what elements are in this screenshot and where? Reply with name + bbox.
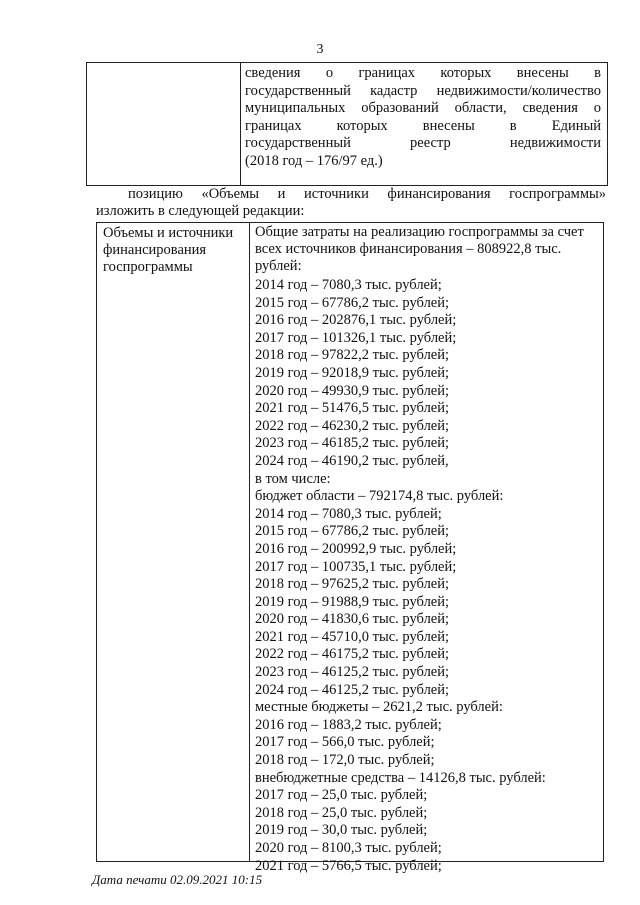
funding-row: 2014 год – 7080,3 тыс. рублей; [255, 277, 442, 293]
funding-row: 2024 год – 46190,2 тыс. рублей, [255, 452, 449, 469]
funding-rows [255, 277, 603, 875]
funding-row: 2019 год – 91988,9 тыс. рублей; [255, 593, 450, 610]
funding-row: 2015 год – 67786,2 тыс. рублей; [255, 294, 450, 311]
funding-table-divider [249, 223, 250, 861]
top-table-line: (2018 год – 176/97 ед.) [245, 152, 383, 169]
funding-row: 2024 год – 46125,2 тыс. рублей; [255, 681, 450, 698]
funding-row: 2018 год – 97625,2 тыс. рублей; [255, 576, 450, 593]
funding-values-cell [255, 223, 603, 875]
intro-paragraph [96, 186, 606, 220]
funding-row: 2020 год – 49930,9 тыс. рублей; [255, 382, 450, 399]
funding-row: 2017 год – 101326,1 тыс. рублей; [255, 329, 457, 346]
funding-row: 2021 год – 51476,5 тыс. рублей; [255, 400, 450, 417]
funding-label-cell: Объемы и источники финансирования госпрограммы [103, 225, 234, 275]
funding-row: 2016 год – 202876,1 тыс. рублей; [255, 312, 457, 329]
print-date: Дата печати 02.09.2021 10:15 [92, 872, 263, 887]
funding-table [96, 222, 604, 874]
funding-row: 2018 год – 172,0 тыс. рублей; [255, 752, 435, 769]
top-table-line: сведения о границах которых внесены в [245, 65, 601, 81]
intro-line: изложить в следующей редакции: [96, 203, 305, 219]
funding-row: 2014 год – 7080,3 тыс. рублей; [255, 505, 442, 522]
funding-row: 2022 год – 46175,2 тыс. рублей; [255, 646, 450, 663]
funding-row: 2023 год – 46125,2 тыс. рублей; [255, 664, 450, 681]
funding-row: 2019 год – 30,0 тыс. рублей; [255, 822, 428, 839]
funding-total: Общие затраты на реализацию госпрограммы за счет всех источников финансирования – 808922,8 тыс. рублей: [255, 224, 584, 274]
top-table [86, 62, 608, 186]
top-table-text [245, 65, 601, 170]
top-table-line: государственный реестр недвижимости [245, 135, 601, 151]
funding-row: 2016 год – 1883,2 тыс. рублей; [255, 716, 442, 733]
funding-row: 2021 год – 5766,5 тыс. рублей; [255, 857, 442, 874]
funding-row: в том числе: [255, 470, 331, 487]
funding-row: 2015 год – 67786,2 тыс. рублей; [255, 523, 450, 540]
top-table-line: муниципальных образований области, сведения о [245, 100, 601, 116]
funding-row: 2019 год – 92018,9 тыс. рублей; [255, 364, 450, 381]
intro-line: позицию «Объемы и источники финансирования госпрограммы» [128, 186, 606, 202]
funding-row: 2017 год – 566,0 тыс. рублей; [255, 734, 435, 751]
funding-row: 2023 год – 46185,2 тыс. рублей; [255, 435, 450, 452]
top-table-line: границах которых внесены в Единый [245, 117, 601, 134]
funding-row: 2022 год – 46230,2 тыс. рублей; [255, 417, 450, 434]
funding-row: бюджет области – 792174,8 тыс. рублей: [255, 488, 504, 505]
funding-row: местные бюджеты – 2621,2 тыс. рублей: [255, 699, 503, 716]
funding-row: 2018 год – 97822,2 тыс. рублей; [255, 347, 450, 364]
page-number: 3 [316, 42, 324, 57]
top-table-divider [240, 63, 241, 185]
funding-row: 2020 год – 41830,6 тыс. рублей; [255, 611, 450, 628]
funding-row: 2017 год – 25,0 тыс. рублей; [255, 787, 428, 804]
funding-row: внебюджетные средства – 14126,8 тыс. рублей: [255, 769, 546, 786]
top-table-line: государственный кадастр недвижимости/количество [245, 82, 601, 99]
funding-row: 2021 год – 45710,0 тыс. рублей; [255, 628, 450, 645]
funding-row: 2017 год – 100735,1 тыс. рублей; [255, 558, 457, 575]
funding-row: 2016 год – 200992,9 тыс. рублей; [255, 540, 457, 557]
funding-row: 2020 год – 8100,3 тыс. рублей; [255, 840, 442, 856]
funding-row: 2018 год – 25,0 тыс. рублей; [255, 804, 428, 821]
